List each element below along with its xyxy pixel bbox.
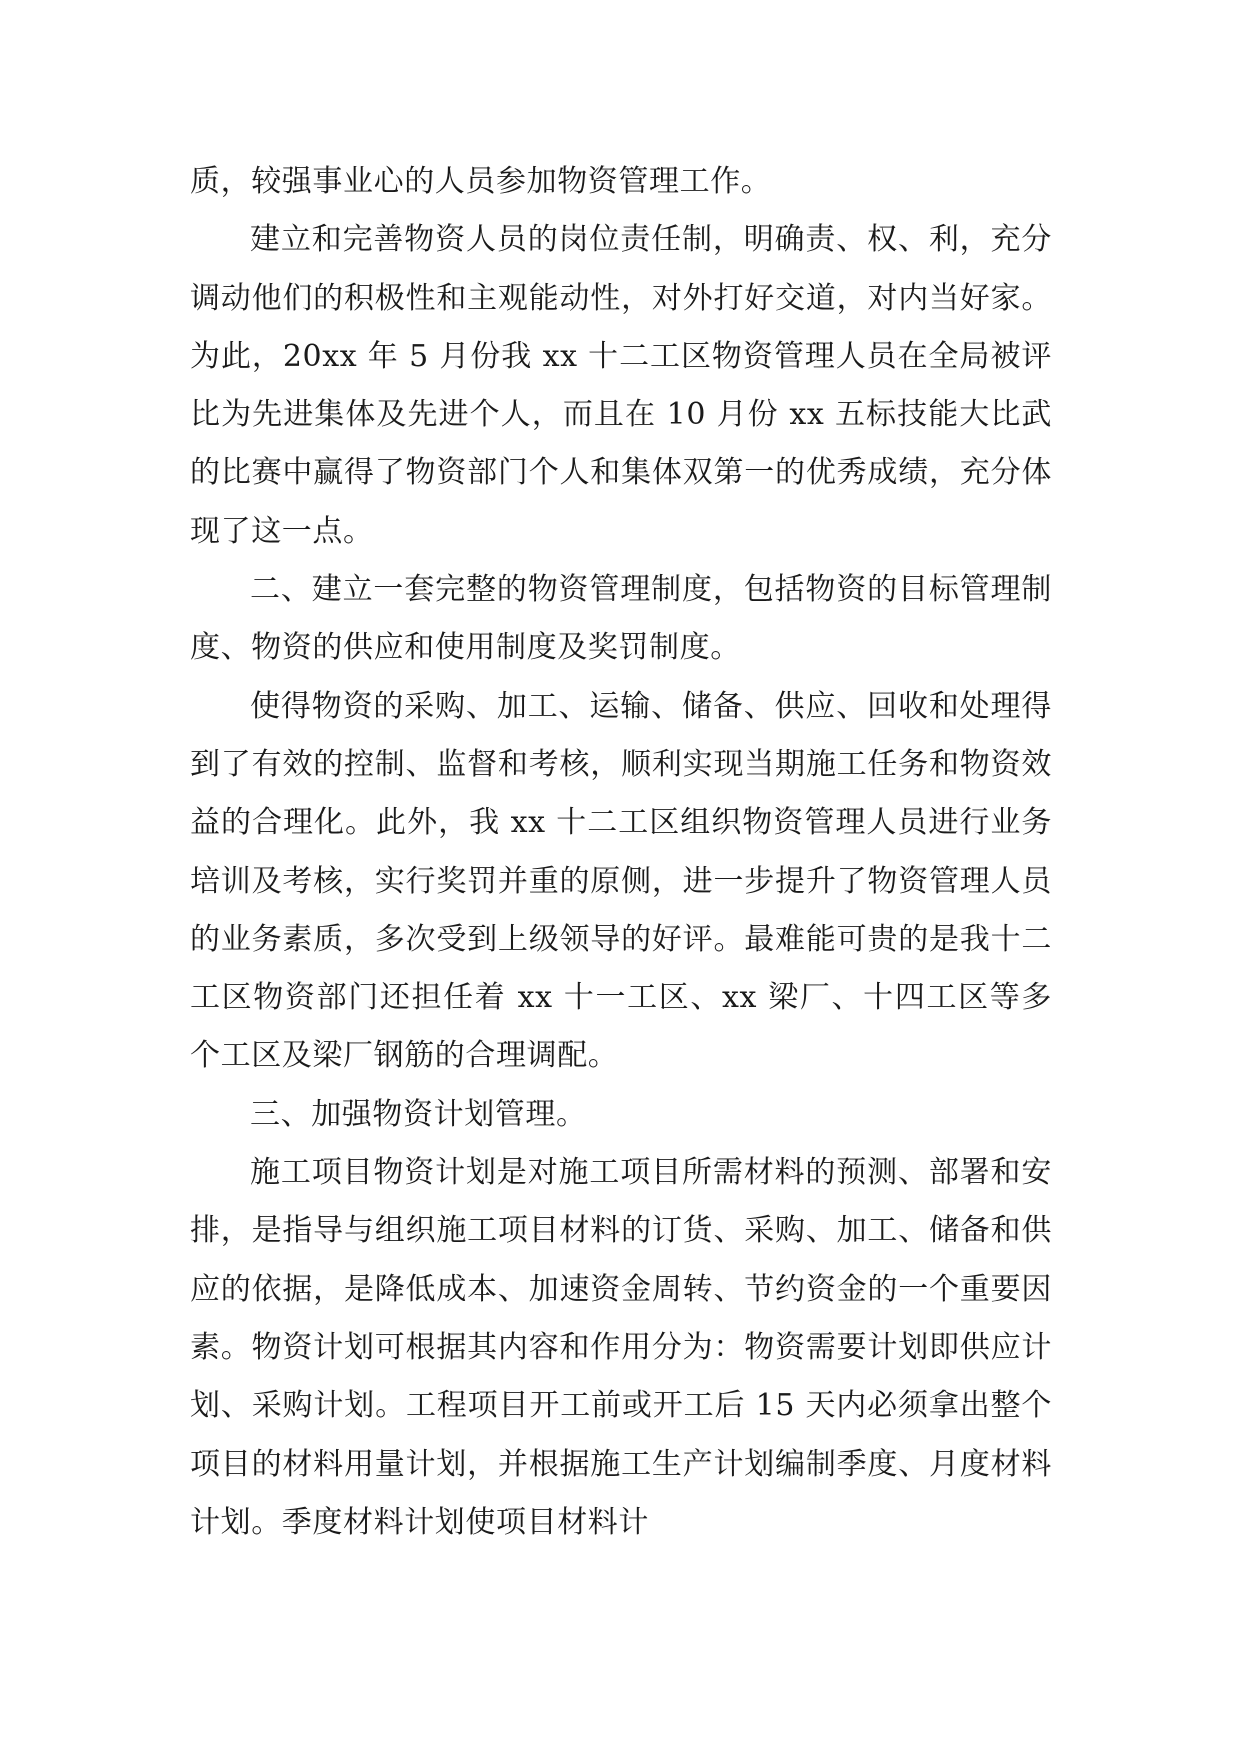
paragraph-6: 施工项目物资计划是对施工项目所需材料的预测、部署和安排，是指导与组织施工项目材料的订货、采购、加工、储备和供应的依据，是降低成本、加速资金周转、节约资金的一个重要因素。物资计划可根据其内容和作用分为：物资需要计划即供应计划、采购计划。工程项目开工前或开工后 15 天内必须拿出整个项目的材料用量计划，并根据施工生产计划编制季度、月度材料计划。季度材料计划使项目材料计 [190, 1155, 1052, 1540]
paragraph-1: 质，较强事业心的人员参加物资管理工作。 [190, 164, 772, 199]
paragraph-4: 使得物资的采购、加工、运输、储备、供应、回收和处理得到了有效的控制、监督和考核，顺利实现当期施工任务和物资效益的合理化。此外，我 xx 十二工区组织物资管理人员进行业务培训及考核，实行奖罚并重的原侧，进一步提升了物资管理人员的业务素质，多次受到上级领导的好评。最难能可贵的是我十二工区物资部门还担任着 xx 十一工区、xx 梁厂、十四工区等多个工区及梁厂钢筋的合理调配。 [190, 688, 1052, 1074]
paragraph-5: 三、加强物资计划管理。 [250, 1096, 587, 1132]
paragraph-2: 建立和完善物资人员的岗位责任制，明确责、权、利，充分调动他们的积极性和主观能动性，对外打好交道，对内当好家。为此，20xx 年 5 月份我 xx 十二工区物资管理人员在全局被评比为先进集体及先进个人，而且在 10 月份 xx 五标技能大比武的比赛中赢得了物资部门个人和集体双第一的优秀成绩，充分体现了这一点。 [190, 222, 1052, 549]
document-body [190, 153, 1052, 1552]
paragraph-3: 二、建立一套完整的物资管理制度，包括物资的目标管理制度、物资的供应和使用制度及奖罚制度。 [190, 572, 1052, 666]
